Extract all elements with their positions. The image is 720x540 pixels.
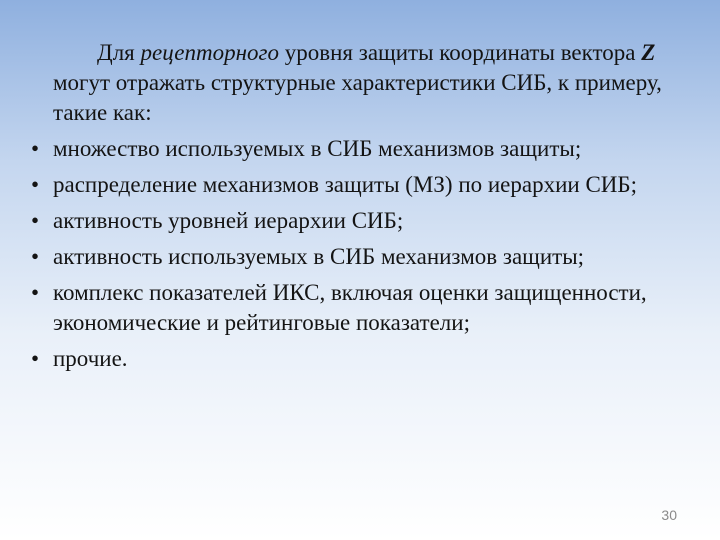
intro-text-3: могут отражать структурные характеристики СИБ, к примеру, такие как: [53, 70, 662, 125]
intro-vector-symbol: Z [641, 40, 656, 65]
list-item-text: активность уровней иерархии СИБ; [53, 208, 404, 233]
list-item [28, 134, 700, 164]
list-item-text: активность используемых в СИБ механизмов защиты; [53, 244, 585, 269]
list-item [28, 344, 700, 374]
bullet-icon: • [30, 172, 40, 197]
bullet-icon: • [30, 280, 40, 305]
list-item-text: комплекс показателей ИКС, включая оценки защищенности, экономические и рейтинговые показатели; [53, 280, 647, 335]
list-item-text: прочие. [53, 346, 128, 371]
list-item [28, 242, 700, 272]
intro-italic-term: рецепторного [140, 40, 279, 65]
intro-paragraph [53, 38, 700, 128]
list-item-text: множество используемых в СИБ механизмов защиты; [53, 136, 582, 161]
bullet-list [28, 134, 700, 374]
intro-text-2: уровня защиты координаты вектора [278, 40, 642, 65]
list-item [28, 170, 700, 200]
bullet-icon: • [30, 346, 40, 371]
bullet-icon: • [30, 244, 40, 269]
list-item [28, 278, 700, 338]
bullet-icon: • [30, 136, 40, 161]
list-item-text: распределение механизмов защиты (МЗ) по иерархии СИБ; [53, 172, 638, 197]
list-item [28, 206, 700, 236]
slide-content [28, 38, 700, 374]
bullet-icon: • [30, 208, 40, 233]
slide-number: 30 [661, 507, 677, 523]
intro-text-1: Для [97, 40, 141, 65]
